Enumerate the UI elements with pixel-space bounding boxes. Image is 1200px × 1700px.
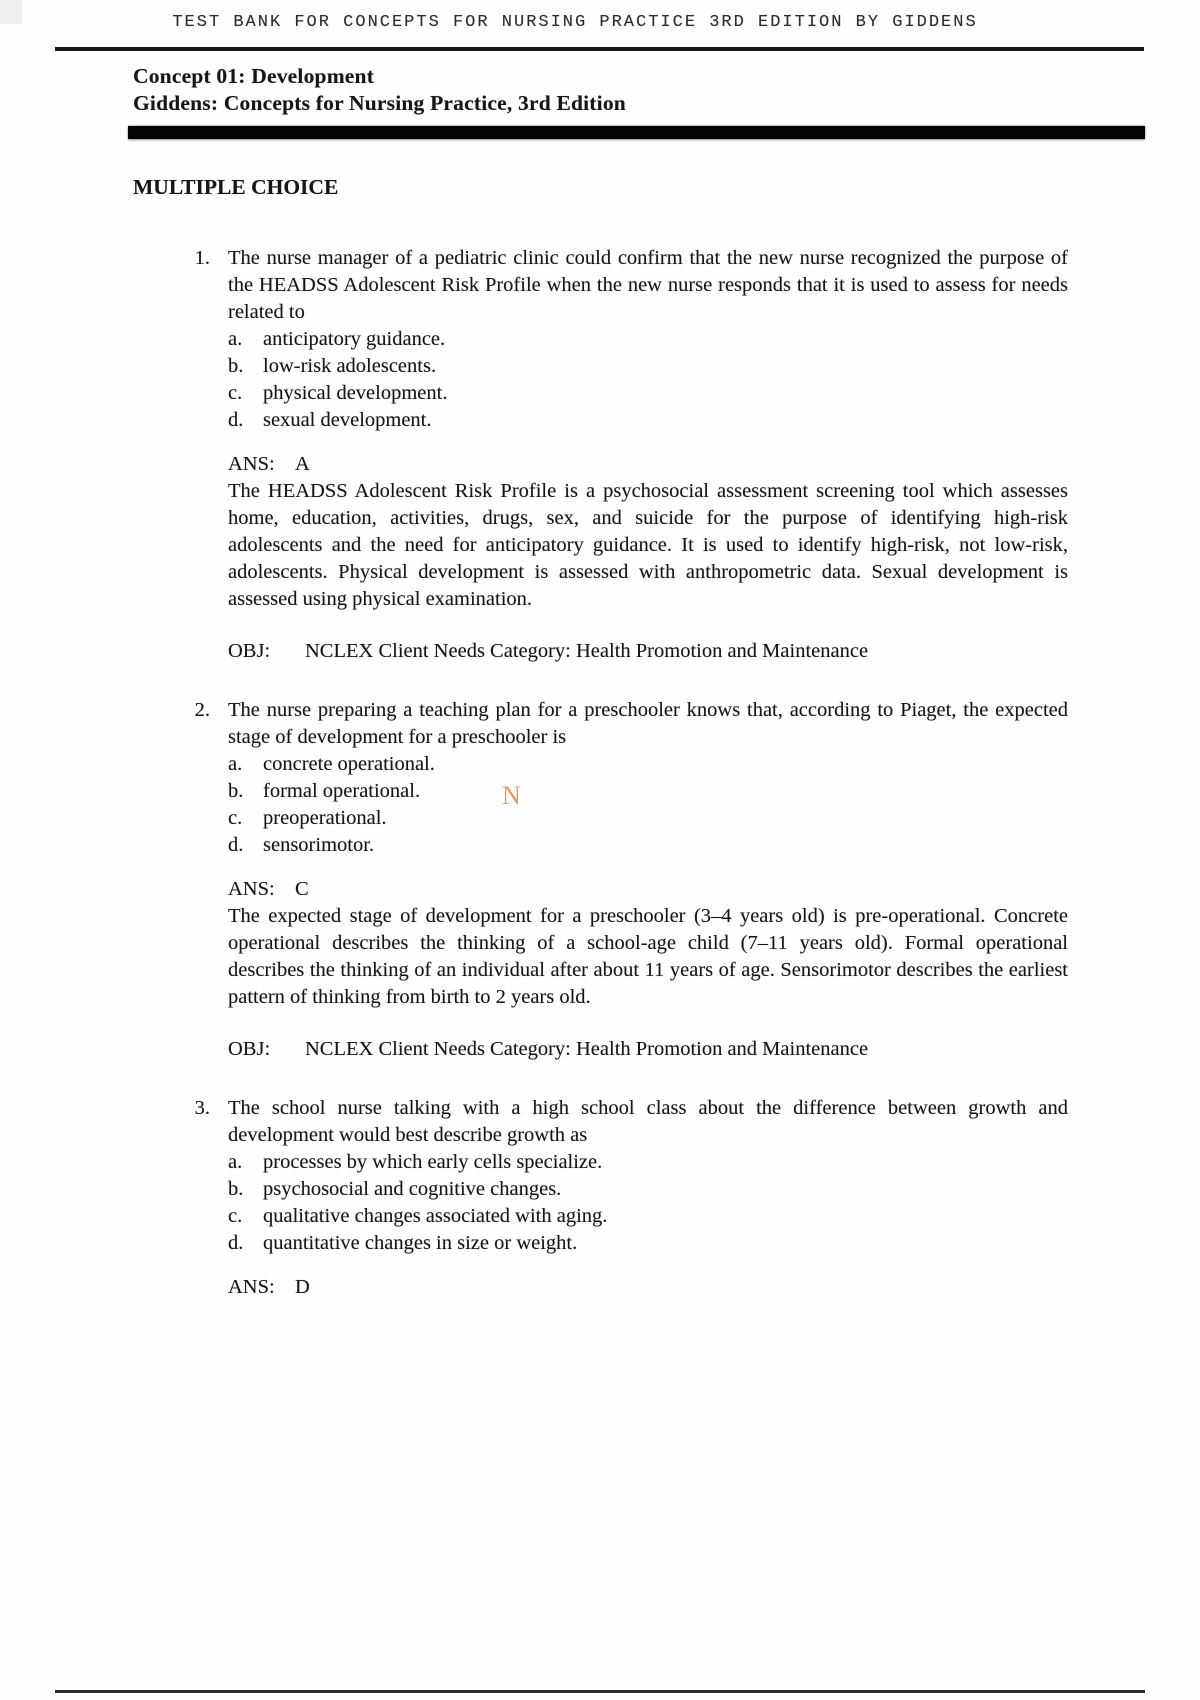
options-list	[228, 326, 1068, 434]
option-row	[228, 832, 1068, 859]
question-row	[163, 245, 1200, 665]
option-letter: c.	[228, 807, 243, 829]
option-text: formal operational.	[263, 780, 421, 802]
answer-line	[228, 451, 1068, 478]
scan-corner-artifact	[0, 0, 22, 24]
answer-label: ANS:	[228, 453, 275, 475]
objective-text: NCLEX Client Needs Category: Health Promotion and Maintenance	[305, 640, 869, 662]
option-letter: b.	[228, 780, 244, 802]
option-letter: d.	[228, 1232, 244, 1254]
options-list	[228, 751, 1068, 859]
option-row	[228, 778, 1068, 805]
question-row	[163, 1095, 1200, 1301]
option-letter: c.	[228, 382, 243, 404]
option-text: anticipatory guidance.	[263, 328, 446, 350]
option-letter: d.	[228, 409, 244, 431]
option-letter: a.	[228, 753, 243, 775]
option-row	[228, 805, 1068, 832]
question-body	[228, 697, 1068, 1063]
option-text: quantitative changes in size or weight.	[263, 1232, 578, 1254]
objective-line	[228, 638, 1068, 665]
doc-subtitle: Giddens: Concepts for Nursing Practice, 3rd Edition	[133, 91, 626, 115]
questions-list	[163, 245, 1200, 1301]
answer-line	[228, 876, 1068, 903]
doc-title: Concept 01: Development	[133, 64, 375, 88]
answer-value: A	[295, 453, 310, 475]
option-row	[228, 407, 1068, 434]
rationale-text: The expected stage of development for a preschooler (3–4 years old) is pre-operational. Concrete operational describes the thinking of a school-age child (7–11 years old). Formal operational describes the thinking of an individual after about 11 years of age. Sensorimotor describes the earliest pattern of thinking from birth to 2 years old.	[228, 905, 1068, 1008]
option-letter: b.	[228, 355, 244, 377]
option-row	[228, 380, 1068, 407]
option-text: concrete operational.	[263, 753, 435, 775]
option-row	[228, 1230, 1068, 1257]
option-row	[228, 353, 1068, 380]
option-text: low-risk adolescents.	[263, 355, 437, 377]
question-body	[228, 245, 1068, 665]
question-number: 3.	[194, 1097, 210, 1119]
option-text: sensorimotor.	[263, 834, 375, 856]
options-list	[228, 1149, 1068, 1257]
option-text: physical development.	[263, 382, 448, 404]
option-text: psychosocial and cognitive changes.	[263, 1178, 562, 1200]
answer-line	[228, 1274, 1068, 1301]
question-stem: The school nurse talking with a high school class about the difference between growth and development would best describe growth as	[228, 1097, 1068, 1146]
option-row	[228, 1176, 1068, 1203]
watermark-letter: N	[502, 781, 521, 810]
objective-text: NCLEX Client Needs Category: Health Promotion and Maintenance	[305, 1038, 869, 1060]
answer-label: ANS:	[228, 1276, 275, 1298]
option-letter: a.	[228, 1151, 243, 1173]
question-stem: The nurse preparing a teaching plan for a preschooler knows that, according to Piaget, the expected stage of development for a preschooler is	[228, 699, 1068, 748]
question-block	[163, 1095, 1200, 1301]
doc-titles	[133, 63, 1200, 117]
option-row	[228, 1149, 1068, 1176]
question-number: 1.	[194, 247, 210, 269]
question-stem: The nurse manager of a pediatric clinic could confirm that the new nurse recognized the purpose of the HEADSS Adolescent Risk Profile when the new nurse responds that it is used to assess for needs related to	[228, 247, 1068, 323]
rationale-text: The HEADSS Adolescent Risk Profile is a psychosocial assessment screening tool which assesses home, education, activities, drugs, sex, and suicide for the purpose of identifying high-risk adolescents and the need for anticipatory guidance. It is used to identify high-risk, not low-risk, adolescents. Physical development is assessed with anthropometric data. Sexual development is assessed using physical examination.	[228, 480, 1068, 610]
objective-label: OBJ:	[228, 640, 271, 662]
title-divider-bar	[128, 126, 1145, 139]
option-text: processes by which early cells specialize.	[263, 1151, 603, 1173]
question-block	[163, 697, 1200, 1063]
answer-value: C	[295, 878, 309, 900]
option-text: preoperational.	[263, 807, 387, 829]
question-block	[163, 245, 1200, 665]
footer-rule	[55, 1690, 1145, 1693]
answer-label: ANS:	[228, 878, 275, 900]
page-header: TEST BANK FOR CONCEPTS FOR NURSING PRACTICE 3RD EDITION BY GIDDENS	[172, 13, 978, 32]
objective-line	[228, 1036, 1068, 1063]
option-row	[228, 326, 1068, 353]
question-body	[228, 1095, 1068, 1301]
option-letter: d.	[228, 834, 244, 856]
objective-label: OBJ:	[228, 1038, 271, 1060]
option-row	[228, 751, 1068, 778]
answer-value: D	[295, 1276, 310, 1298]
option-text: sexual development.	[263, 409, 432, 431]
section-heading: MULTIPLE CHOICE	[133, 175, 339, 199]
question-row	[163, 697, 1200, 1063]
header-rule	[55, 47, 1144, 51]
option-letter: a.	[228, 328, 243, 350]
option-row	[228, 1203, 1068, 1230]
option-letter: c.	[228, 1205, 243, 1227]
question-number: 2.	[194, 699, 210, 721]
option-letter: b.	[228, 1178, 244, 1200]
option-text: qualitative changes associated with aging.	[263, 1205, 608, 1227]
